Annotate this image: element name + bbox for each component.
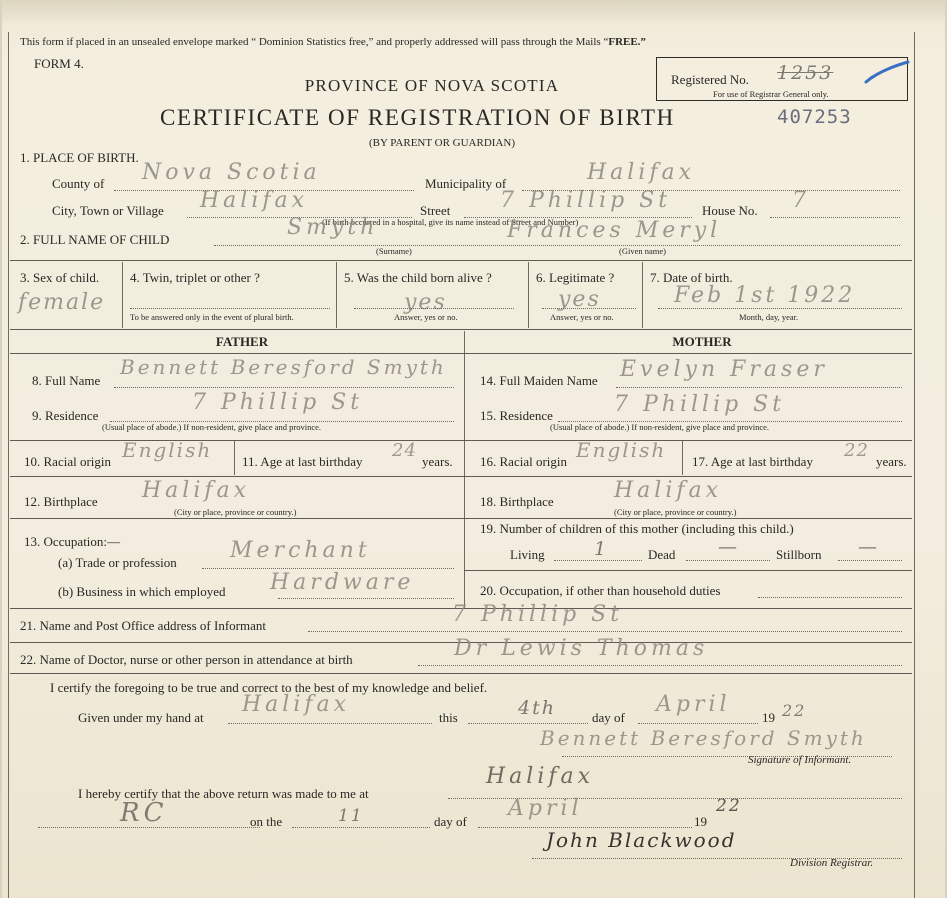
mother-age-unit: years. [876,454,907,469]
given-place-value: Halifax [242,692,351,717]
doctor-line [418,665,902,666]
municipality-label: Municipality of [425,176,507,191]
certificate-title: CERTIFICATE OF REGISTRATION OF BIRTH [160,105,675,130]
birth-certificate [2,0,945,898]
house-line [770,217,900,218]
city-label: City, Town or Village [52,203,164,218]
twin-note: To be answered only in the event of plural birth. [130,312,294,322]
year-prefix: 19 [762,710,775,725]
living-label: Living [510,547,545,562]
municipality-value: Halifax [587,160,696,185]
registrar-year-value: 22 [716,796,742,816]
doctor-label: 22. Name of Doctor, nurse or other person in attendance at birth [20,652,353,667]
father-racial-label: 10. Racial origin [24,454,112,469]
form-number: FORM 4. [34,56,84,71]
stillborn-value: — [858,536,879,558]
mother-birthplace-value: Halifax [614,478,723,503]
date-line [658,308,902,309]
date-label: 7. Date of birth. [650,270,733,285]
registrar-year-prefix: 19 [694,814,707,829]
father-occupation-label: 13. Occupation:— [24,534,121,549]
registrar-caption: Division Registrar. [790,857,874,869]
legitimate-label: 6. Legitimate ? [536,270,615,285]
sex-label: 3. Sex of child. [20,270,100,285]
mother-row-rule-3 [464,518,912,519]
county-label: County of [52,176,105,191]
certify-day-value: 4th [518,697,556,719]
mother-row-divider [682,441,683,475]
father-name-label: 8. Full Name [32,373,101,388]
sex-value: female [18,290,106,315]
given-place-line [228,723,432,724]
father-age-label: 11. Age at last birthday [242,454,363,469]
mail-notice [20,36,646,48]
alive-label: 5. Was the child born alive ? [344,270,492,285]
dead-value: — [718,536,739,558]
business-value: Hardware [270,570,415,595]
living-value: 1 [594,538,609,560]
legitimate-line [542,308,636,309]
doctor-value: Dr Lewis Thomas [454,636,709,661]
check-mark-icon [862,58,914,88]
father-residence-label: 9. Residence [32,408,99,423]
business-label: (b) Business in which employed [58,584,226,599]
right-border [914,32,915,898]
registrar-place-value: Halifax [486,764,595,789]
mother-heading: MOTHER [672,334,732,349]
father-birthplace-note: (City or place, province or country.) [174,507,297,517]
father-row-rule-3 [10,518,464,519]
registrar-use-note: For use of Registrar General only. [713,89,829,99]
date-value: Feb 1st 1922 [674,283,856,308]
house-label: House No. [702,203,758,218]
mother-occupation-label: 20. Occupation, if other than household duties [480,583,721,598]
registrar-signature: John Blackwood [546,828,737,852]
mother-residence-value: 7 Phillip St [614,392,786,417]
father-age-unit: years. [422,454,453,469]
row3-divider-2 [336,262,337,328]
mail-notice-text: This form if placed in an unsealed envelope marked “ Dominion Statistics free,” and properly addressed will pass through the Mails “ [20,36,609,48]
row3-divider-3 [528,262,529,328]
left-border [8,32,9,898]
registrar-month-value: April [508,796,583,821]
mother-residence-note: (Usual place of abode.) If non-resident, give place and province. [550,422,770,432]
stillborn-label: Stillborn [776,547,822,562]
street-note: (If birth occurred in a hospital, give its name instead of Street and Number) [322,217,579,227]
given-name-caption: (Given name) [619,246,666,256]
father-name-value: Bennett Beresford Smyth [120,355,447,379]
registrar-day-line [292,827,430,828]
father-name-line [114,387,454,388]
certify-month-value: April [656,692,731,717]
mother-racial-label: 16. Racial origin [480,454,568,469]
children-label: 19. Number of children of this mother (including this child.) [480,521,794,536]
child-name-line [214,245,900,246]
mother-name-line [616,387,902,388]
certify-top-rule [10,673,912,674]
city-value: Halifax [200,188,309,213]
father-racial-value: English [122,438,213,462]
father-residence-note: (Usual place of abode.) If non-resident, give place and province. [102,422,322,432]
mother-age-label: 17. Age at last birthday [692,454,813,469]
registrar-day-value: 11 [338,806,364,826]
mother-birthplace-note: (City or place, province or country.) [614,507,737,517]
legitimate-value: yes [558,287,601,312]
registrar-day-of-label: day of [434,814,467,829]
street-label: Street [420,203,451,218]
certificate-subtitle: (BY PARENT OR GUARDIAN) [369,137,515,149]
trade-label: (a) Trade or profession [58,555,177,570]
given-label: Given under my hand at [78,710,204,725]
date-note: Month, day, year. [739,312,799,322]
informant-value: 7 Phillip St [452,602,624,627]
mother-occupation-line [758,597,902,598]
mail-notice-free: FREE.” [608,36,646,48]
row3-divider-4 [642,262,643,328]
mother-name-value: Evelyn Fraser [620,357,828,382]
certify-statement: I certify the foregoing to be true and correct to the best of my knowledge and belief. [50,680,488,695]
mother-age-value: 22 [844,440,869,461]
surname-caption: (Surname) [376,246,412,256]
house-value: 7 [792,188,810,213]
alive-line [354,308,514,309]
registered-label: Registered No. [671,72,749,87]
alive-value: yes [404,290,447,315]
trade-value: Merchant [230,538,371,563]
twin-line [130,308,330,309]
month-line [638,723,758,724]
dead-line [686,560,770,561]
alive-note: Answer, yes or no. [394,312,458,322]
row3-divider-1 [122,262,123,328]
day-of-label: day of [592,710,625,725]
stillborn-line [838,560,902,561]
mother-racial-value: English [576,438,667,462]
legitimate-note: Answer, yes or no. [550,312,614,322]
mother-row-rule-2 [464,476,912,477]
trade-line [202,568,454,569]
province-title: PROVINCE OF NOVA SCOTIA [304,76,560,95]
row3-top-rule [10,260,912,261]
living-line [554,560,642,561]
registered-value: 1253 [777,62,834,84]
business-line [278,598,454,599]
child-name-heading: 2. FULL NAME OF CHILD [20,232,170,247]
child-given-value: Frances Meryl [507,218,722,243]
informant-label: 21. Name and Post Office address of Informant [20,618,266,633]
informant-signature: Bennett Beresford Smyth [540,726,867,750]
street-value: 7 Phillip St [500,188,672,213]
day-line [468,723,588,724]
informant-signature-caption: Signature of Informant. [748,754,852,766]
mother-row-rule-4 [464,570,912,571]
father-age-value: 24 [392,440,417,461]
parents-divider [464,331,465,609]
mother-birthplace-label: 18. Birthplace [480,494,554,509]
place-heading: 1. PLACE OF BIRTH. [20,150,139,165]
registrar-statement: I hereby certify that the above return was made to me at [78,786,369,801]
on-the-label: on the [250,814,283,829]
father-birthplace-value: Halifax [142,478,251,503]
county-value: Nova Scotia [142,160,321,185]
informant-line [308,631,902,632]
this-label: this [439,710,458,725]
father-residence-value: 7 Phillip St [192,390,364,415]
father-row-divider [234,441,235,475]
father-birthplace-label: 12. Birthplace [24,494,98,509]
mother-name-label: 14. Full Maiden Name [480,373,598,388]
certify-year-value: 22 [782,701,807,720]
father-heading: FATHER [215,334,269,349]
child-surname-value: Smyth [287,215,379,240]
twin-label: 4. Twin, triplet or other ? [130,270,260,285]
dead-label: Dead [648,547,676,562]
certificate-number: 407253 [777,106,852,128]
parents-heading-rule [10,353,912,354]
mother-residence-label: 15. Residence [480,408,553,423]
row3-bottom-rule [10,329,912,330]
father-row-rule-2 [10,476,464,477]
registrar-initials-value: RC [120,798,168,828]
